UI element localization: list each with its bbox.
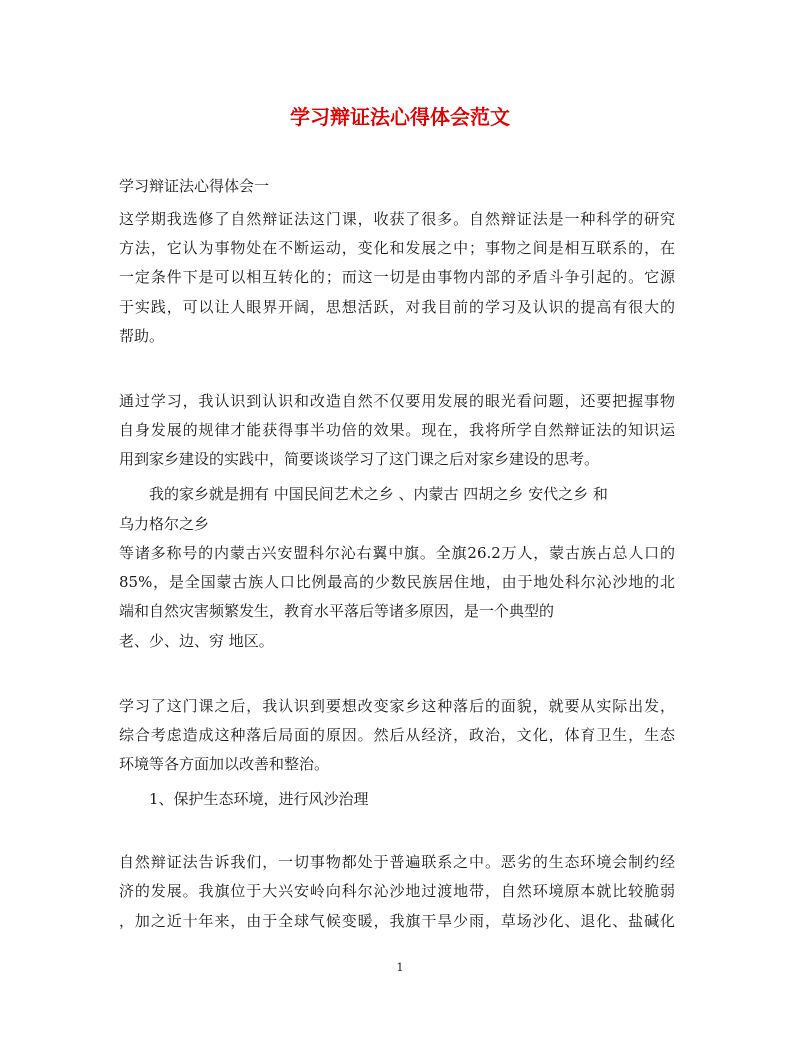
- paragraph-line: 一定条件下是可以相互转化的；而这一切是由事物内部的矛盾斗争引起的。它源: [119, 268, 675, 286]
- paragraph-line: 端和自然灾害频繁发生，教育水平落后等诸多原因，是一个典型的: [119, 602, 555, 620]
- paragraph-line: 环境等各方面加以改善和整治。: [119, 755, 330, 773]
- paragraph-line: ，加之近十年来，由于全球气候变暖，我旗干旱少雨，草场沙化、退化、盐碱化: [119, 912, 675, 930]
- paragraph-line: 通过学习，我认识到认识和改造自然不仅要用发展的眼光看问题，还要把握事物: [119, 392, 675, 410]
- paragraph-line: 乌力格尔之乡: [119, 515, 210, 533]
- paragraph-line: 我的家乡就是拥有 中国民间艺术之乡 、内蒙古 四胡之乡 安代之乡 和: [119, 485, 608, 503]
- page-number: 1: [396, 961, 404, 974]
- paragraph-line: 于实践，可以让人眼界开阔，思想活跃，对我目前的学习及认识的提高有很大的: [119, 298, 675, 316]
- paragraph-line: 这学期我选修了自然辩证法这门课，收获了很多。自然辩证法是一种科学的研究: [119, 210, 675, 228]
- paragraph-line: 帮助。: [119, 327, 165, 345]
- paragraph-line: 等诸多称号的内蒙古兴安盟科尔沁右翼中旗。全旗26.2万人，蒙古族占总人口的: [119, 544, 675, 562]
- paragraph-line: 用到家乡建设的实践中，简要谈谈学习了这门课之后对家乡建设的思考。: [119, 450, 600, 468]
- paragraph-line: 自身发展的规律才能获得事半功倍的效果。现在，我将所学自然辩证法的知识运: [119, 421, 675, 439]
- document-title: 学习辩证法心得体会范文: [290, 105, 510, 129]
- paragraph-line: 老、少、边、穷 地区。: [119, 632, 274, 650]
- paragraph-line: 85%，是全国蒙古族人口比例最高的少数民族居住地，由于地处科尔沁沙地的北: [119, 573, 675, 591]
- paragraph-line: 综合考虑造成这种落后局面的原因。然后从经济，政治，文化，体育卫生，生态: [119, 726, 675, 744]
- paragraph-line: 方法，它认为事物处在不断运动，变化和发展之中；事物之间是相互联系的，在: [119, 239, 675, 257]
- paragraph-line: 学习了这门课之后，我认识到要想改变家乡这种落后的面貌，就要从实际出发，: [119, 697, 675, 715]
- section-heading: 学习辩证法心得体会一: [119, 177, 270, 195]
- paragraph-line: 济的发展。我旗位于大兴安岭向科尔沁沙地过渡地带，自然环境原本就比较脆弱: [119, 882, 675, 900]
- paragraph-line: 自然辩证法告诉我们，一切事物都处于普遍联系之中。恶劣的生态环境会制约经: [119, 853, 675, 871]
- subsection-heading: 1、保护生态环境，进行风沙治理: [119, 790, 369, 808]
